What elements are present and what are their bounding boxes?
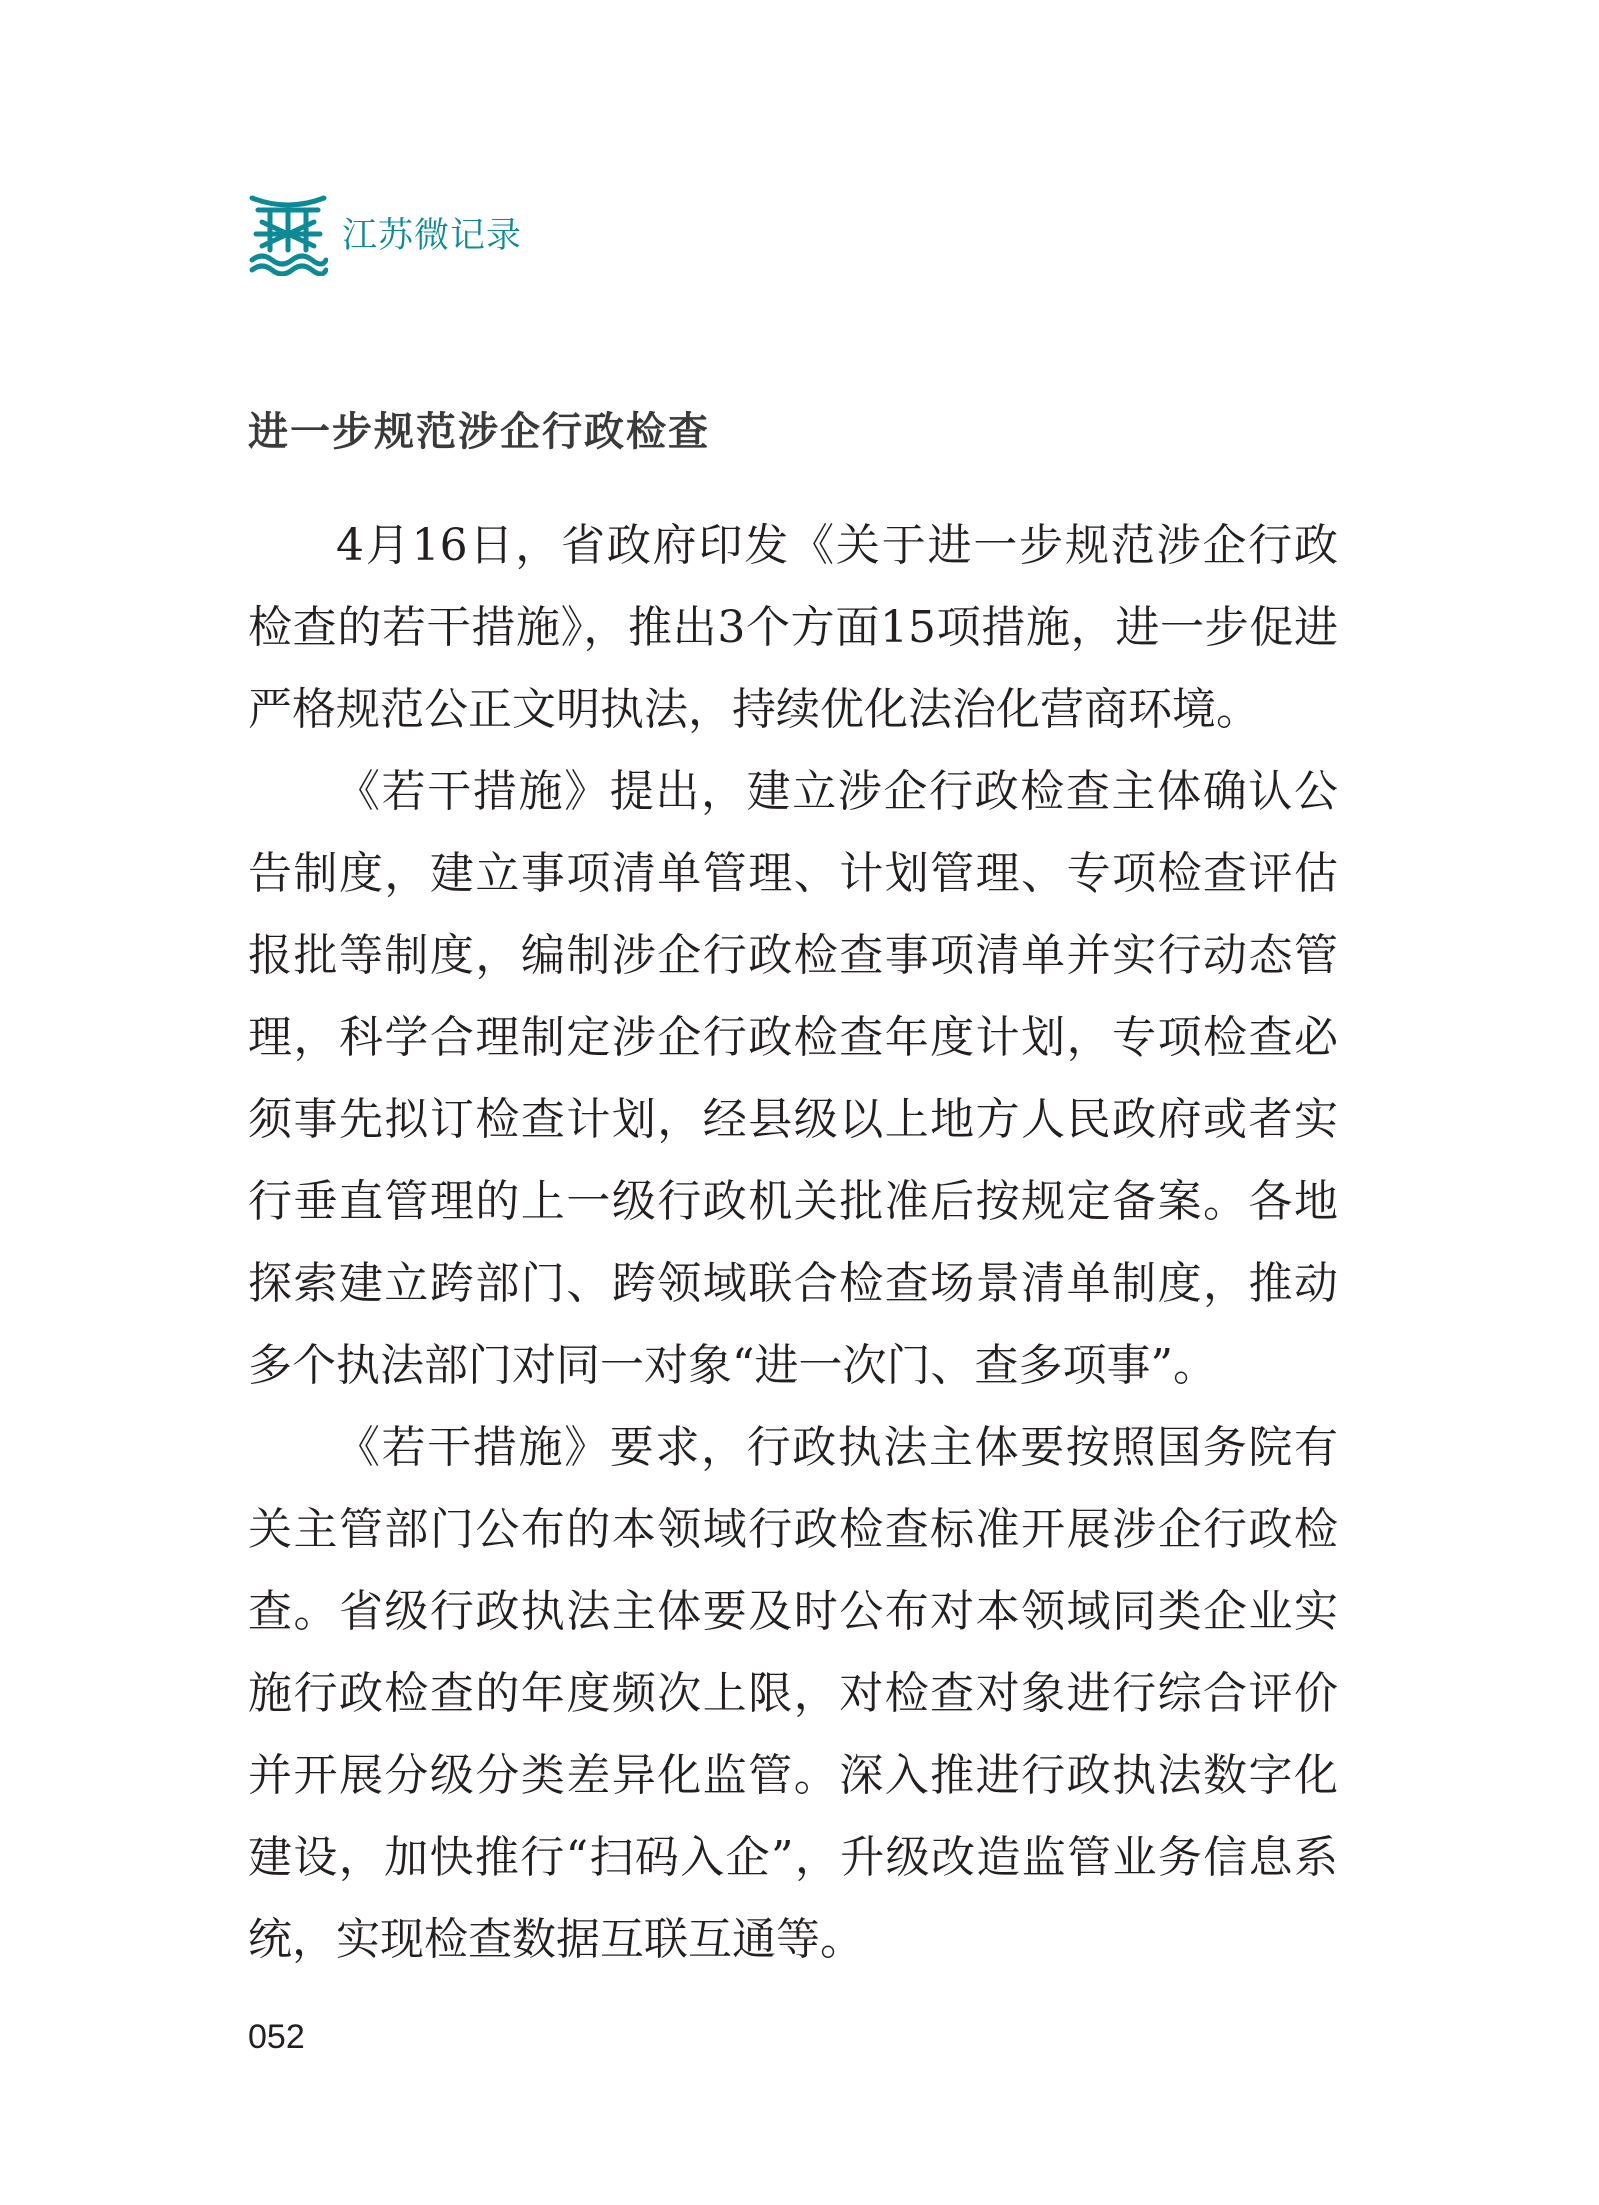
paragraph: 《若干措施》要求，行政执法主体要按照国务院有关主管部门公布的本领域行政检查标准开展涉企行政检查。省级行政执法主体要及时公布对本领域同类企业实施行政检查的年度频次上限，对检查对象进行综合评价并开展分级分类差异化监管。深入推进行政执法数字化建设，加快推行“扫码入企”，升级改造监管业务信息系统，实现检查数据互联互通等。 xyxy=(248,1422,1338,1965)
page-number: 052 xyxy=(248,2018,305,2056)
brand-name: 江苏微记录 xyxy=(342,215,523,256)
paragraph: 4月16日，省政府印发《关于进一步规范涉企行政检查的若干措施》，推出3个方面15项措施，进一步促进严格规范公正文明执法，持续优化法治化营商环境。 xyxy=(248,520,1338,735)
paragraph: 《若干措施》提出，建立涉企行政检查主体确认公告制度，建立事项清单管理、计划管理、专项检查评估报批等制度，编制涉企行政检查事项清单并实行动态管理，科学合理制定涉企行政检查年度计划，专项检查必须事先拟订检查计划，经县级以上地方人民政府或者实行垂直管理的上一级行政机关批准后按规定备案。各地探索建立跨部门、跨领域联合检查场景清单制度，推动多个执法部门对同一对象“进一次门、查多项事”。 xyxy=(248,766,1338,1391)
article-title: 进一步规范涉企行政检查 xyxy=(248,408,710,455)
page-header xyxy=(248,190,522,276)
article-body xyxy=(248,505,1338,1981)
jiangsu-gate-logo-icon xyxy=(248,190,328,276)
